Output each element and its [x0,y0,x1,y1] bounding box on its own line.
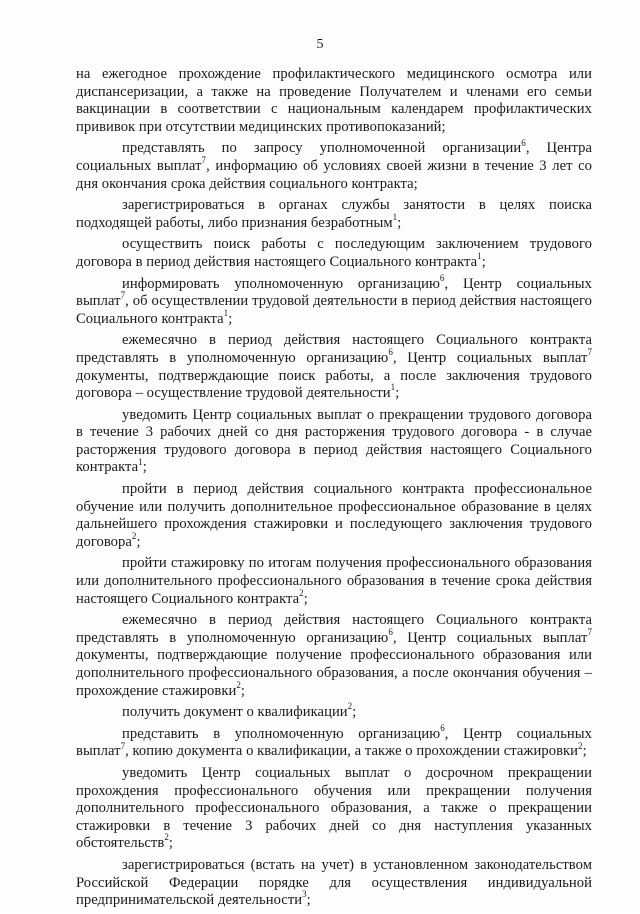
paragraph-text: ; [168,835,173,852]
paragraph-living-conditions [76,137,592,193]
paragraph-text: пройти стажировку по итогам получения профессионального образования или дополнительного профессионального образования в течение срока действия настоящего Социального контракта [76,555,592,607]
paragraph-text: пройти в период действия социального контракта профессиональное обучение или получить дополнительное профессиональное образование в целях дальнейшего прохождения стажировки и последующего заключения трудового договора [76,481,592,550]
paragraph-qualification-doc [76,701,592,722]
paragraph-text: зарегистрироваться (встать на учет) в установленном законодательством Российской Федерации порядке для осуществления индивидуальной предпринимательской деятельности [76,856,592,909]
paragraph-text: на ежегодное прохождение профилактического медицинского осмотра или диспансеризации, а также на проведение Получателем и членами его семьи вакцинации в соответствии с национальным календарем профилактических прививок при отсутствии медицинских противопоказаний; [76,66,592,135]
paragraph-monthly-job-docs [76,332,592,402]
footnote-marker: 6 [388,626,393,637]
footnote-marker: 1 [223,307,229,318]
paragraph-text: , Центр социальных выплат [76,275,592,310]
paragraph-text: , информацию об условиях своей жизни в течение 3 лет со дня окончания срока действия социального контракта; [76,157,592,192]
paragraph-text: , Центр социальных выплат [392,349,588,366]
paragraph-text: документы, подтверждающие получение профессионального образования или дополнительного профессионального образования, а после окончания обучения – прохождение стажировки [76,647,592,699]
paragraph-training [76,481,592,551]
paragraph-text: уведомить Центр социальных выплат о прекращении трудового договора в течение 3 рабочих дней со дня расторжения трудового договора - в случае расторжения трудового договора в период действия настоящего Социального контракта [76,406,592,476]
footnote-marker: 2 [578,740,583,751]
paragraph-text: уведомить Центр социальных выплат о досрочном прекращении прохождения профессионального обучения или прекращении получения дополнительного профессионального образования, а также о прекращении стажировки в течение 3 рабочих дней со дня наступления указанных обстоятельств [76,764,592,852]
paragraph-job-search [76,236,592,271]
footnote-marker: 1 [392,211,398,222]
paragraph-text: ; [397,214,402,231]
paragraph-text: ; [582,743,587,760]
footnote-marker: 7 [120,290,126,301]
paragraph-notify-early-termination [76,765,592,853]
paragraph-medical-exam [76,66,592,136]
footnote-marker: 1 [390,382,396,393]
paragraph-text: ежемесячно в период действия настоящего Социального контракта представлять в уполномоченную организацию [76,332,592,366]
paragraph-text: , Центра социальных выплат [76,140,592,174]
paragraph-text: ; [228,310,233,327]
footnote-marker: 6 [521,137,526,148]
footnote-marker: 6 [388,347,393,358]
paragraph-register-employment [76,197,592,232]
footnote-marker: 2 [299,587,304,598]
paragraph-text: представить в уполномоченную организацию [122,725,441,742]
paragraph-text: ; [240,682,246,699]
paragraph-submit-qualification [76,722,592,761]
paragraph-text: ; [481,253,486,270]
footnote-marker: 2 [164,832,169,843]
footnote-marker: 7 [587,626,593,637]
footnote-marker: 3 [302,889,307,900]
paragraph-inform-work [76,272,592,329]
paragraph-text: , копию документа о квалификации, а также о прохождении стажировки [125,743,579,760]
paragraph-text: ; [142,459,147,476]
paragraph-internship [76,555,592,608]
footnote-marker: 1 [138,456,143,467]
paragraph-text: информировать уполномоченную организацию [122,275,440,292]
document-body [76,66,592,914]
paragraph-text: ; [306,892,311,909]
paragraph-text: документы, подтверждающие поиск работы, а после заключения трудового договора – осуществление трудовой деятельности [76,367,592,402]
footnote-marker: 7 [587,347,593,358]
paragraph-text: , Центр социальных выплат [76,725,592,760]
footnote-marker: 2 [236,679,241,690]
paragraph-text: ежемесячно в период действия настоящего Социального контракта представлять в уполномоченную организацию [76,612,592,646]
paragraph-text: получить документ о квалификации [122,704,348,721]
footnote-marker: 6 [439,272,445,283]
footnote-marker: 1 [477,251,482,262]
paragraph-register-entrepreneur [76,857,592,910]
paragraph-text: , об осуществлении трудовой деятельности в период действия настоящего Социального контракта [76,293,592,327]
footnote-marker: 7 [120,740,126,751]
paragraph-text: ; [136,533,141,550]
paragraph-text: осуществить поиск работы с последующим заключением трудового договора в период действия настоящего Социального контракта [76,236,592,270]
paragraph-notify-termination [76,407,592,477]
paragraph-text: ; [352,704,357,721]
paragraph-monthly-edu-docs [76,612,592,700]
paragraph-text: ; [303,590,308,607]
paragraph-text: зарегистрироваться в органах службы занятости в целях поиска подходящей работы, либо признания безработным [76,197,592,231]
paragraph-text: , Центр социальных выплат [392,629,588,646]
footnote-marker: 2 [131,530,137,541]
page-number: 5 [316,37,324,52]
paragraph-text: ; [395,385,400,402]
footnote-marker: 2 [347,701,353,712]
paragraph-text: представлять по запросу уполномоченной организации [122,140,522,157]
footnote-marker: 7 [201,155,207,166]
footnote-marker: 6 [440,722,445,733]
